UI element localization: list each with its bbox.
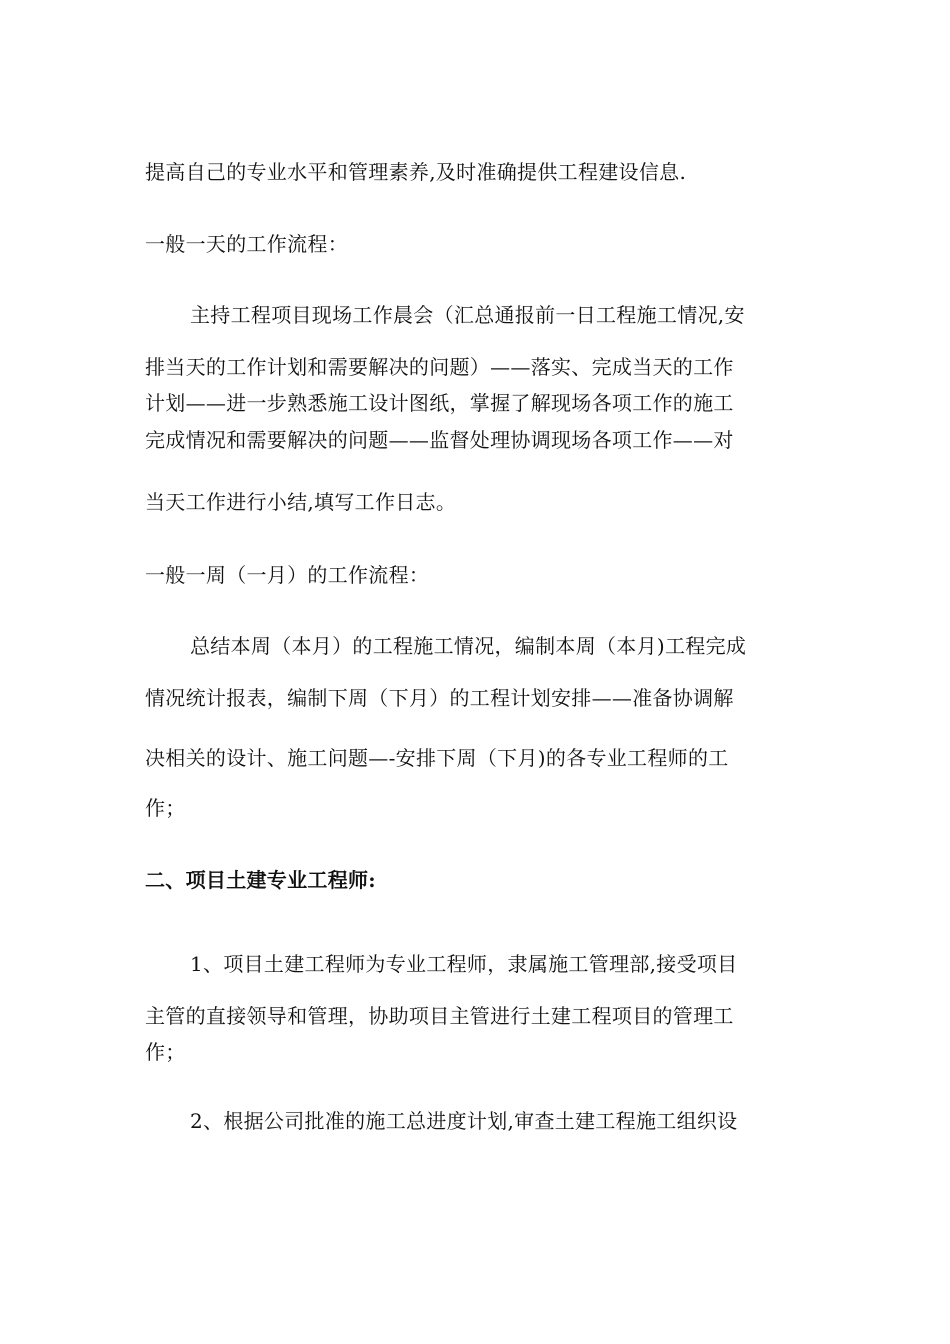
- section-label-daily: 一般一天的工作流程：: [145, 232, 348, 256]
- paragraph-line: 总结本周（本月）的工程施工情况，编制本周（本月)工程完成: [190, 634, 747, 658]
- paragraph-line: 1、项目土建工程师为专业工程师，隶属施工管理部,接受项目: [190, 952, 738, 976]
- paragraph-line: 完成情况和需要解决的问题——监督处理协调现场各项工作——对: [145, 428, 734, 452]
- paragraph-line: 主持工程项目现场工作晨会（汇总通报前一日工程施工情况,安: [190, 303, 745, 327]
- section-label-weekly: 一般一周（一月）的工作流程：: [145, 563, 430, 587]
- paragraph-line: 作；: [145, 1040, 186, 1064]
- paragraph-line: 提高自己的专业水平和管理素养,及时准确提供工程建设信息.: [145, 160, 687, 184]
- paragraph-line: 计划——进一步熟悉施工设计图纸，掌握了解现场各项工作的施工: [145, 391, 734, 415]
- paragraph-line: 2、根据公司批准的施工总进度计划,审查土建工程施工组织设: [190, 1109, 738, 1133]
- paragraph-line: 作；: [145, 796, 186, 820]
- paragraph-line: 情况统计报表，编制下周（下月）的工程计划安排——准备协调解: [145, 686, 734, 710]
- paragraph-line: 当天工作进行小结,填写工作日志。: [145, 490, 457, 514]
- section-heading: 二、项目土建专业工程师:: [145, 868, 376, 892]
- paragraph-line: 决相关的设计、施工问题—-安排下周（下月)的各专业工程师的工: [145, 746, 729, 770]
- paragraph-line: 主管的直接领导和管理，协助项目主管进行土建工程项目的管理工: [145, 1004, 734, 1028]
- paragraph-line: 排当天的工作计划和需要解决的问题）——落实、完成当天的工作: [145, 355, 734, 379]
